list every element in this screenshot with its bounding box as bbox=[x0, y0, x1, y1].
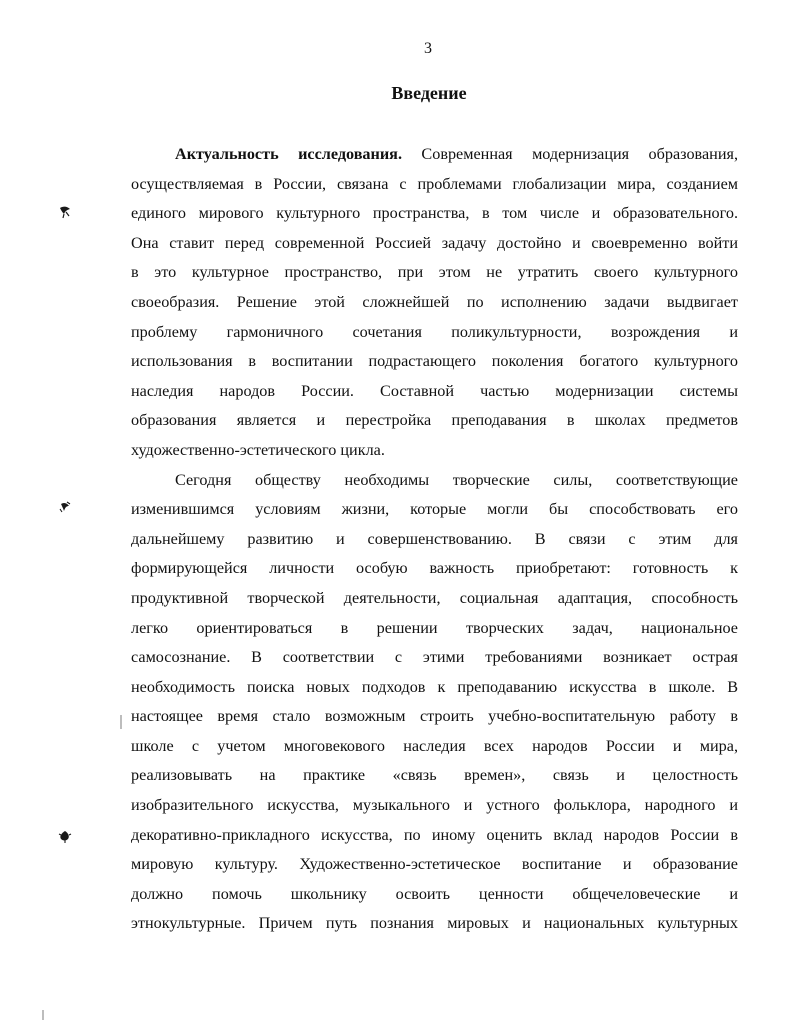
text-line: декоративно-прикладного искусства, по иному оценить вклад народов России в bbox=[131, 825, 738, 844]
text-line: реализовывать на практике «связь времен», связь и целостность bbox=[131, 766, 738, 785]
text-line: Она ставит перед современной Россией задачу достойно и своевременно войти bbox=[131, 233, 738, 252]
text-line: мировую культуру. Художественно-эстетическое воспитание и образование bbox=[131, 855, 738, 874]
page-title: Введение bbox=[391, 83, 467, 103]
margin-tick bbox=[42, 1010, 44, 1020]
text-line: формирующейся личности особую важность приобретают: готовность к bbox=[131, 559, 738, 578]
text-line: продуктивной творческой деятельности, социальная адаптация, способность bbox=[131, 588, 738, 607]
text-line: использования в воспитании подрастающего поколения богатого культурного bbox=[131, 352, 738, 371]
text-line: дальнейшему развитию и совершенствованию. В связи с этим для bbox=[131, 529, 738, 548]
text-line: необходимость поиска новых подходов к преподаванию искусства в школе. В bbox=[131, 677, 738, 696]
text-line: этнокультурные. Причем путь познания мировых и национальных культурных bbox=[131, 914, 738, 933]
text-line: осуществляемая в России, связана с проблемами глобализации мира, созданием bbox=[131, 174, 738, 193]
body-text bbox=[131, 140, 738, 939]
margin-ornament-icon bbox=[58, 830, 72, 844]
text-line: образования является и перестройка преподавания в школах предметов bbox=[131, 411, 738, 430]
text-line: Сегодня обществу необходимы творческие силы, соответствующие bbox=[175, 470, 738, 489]
text-line: изобразительного искусства, музыкального и устного фольклора, народного и bbox=[131, 796, 738, 815]
text-line: изменившимся условиям жизни, которые могли бы способствовать его bbox=[131, 500, 738, 519]
section-lead: Актуальность исследования. bbox=[175, 145, 402, 163]
text-line: наследия народов России. Составной частью модернизации системы bbox=[131, 381, 738, 400]
margin-ornament-icon bbox=[58, 205, 72, 219]
text-line: легко ориентироваться в решении творческих задач, национальное bbox=[131, 618, 738, 637]
text-line: единого мирового культурного пространства, в том числе и образовательного. bbox=[131, 204, 738, 223]
text-line: своеобразия. Решение этой сложнейшей по исполнению задачи выдвигает bbox=[131, 292, 738, 311]
text-line: должно помочь школьнику освоить ценности общечеловеческие и bbox=[131, 884, 738, 903]
text-line: проблему гармоничного сочетания поликультурности, возрождения и bbox=[131, 322, 738, 341]
page-number: 3 bbox=[424, 40, 432, 57]
text-line: художественно-эстетического цикла. bbox=[131, 440, 385, 459]
text-line: самосознание. В соответствии с этими требованиями возникает острая bbox=[131, 648, 738, 667]
text-line: в это культурное пространство, при этом не утратить своего культурного bbox=[131, 263, 738, 282]
margin-ornament-icon bbox=[58, 500, 72, 514]
text-line: настоящее время стало возможным строить учебно-воспитательную работу в bbox=[131, 707, 738, 726]
text-line: Актуальность исследования. Современная модернизация образования, bbox=[175, 145, 738, 163]
margin-tick bbox=[120, 715, 122, 729]
text-line: школе с учетом многовекового наследия всех народов России и мира, bbox=[131, 736, 738, 755]
